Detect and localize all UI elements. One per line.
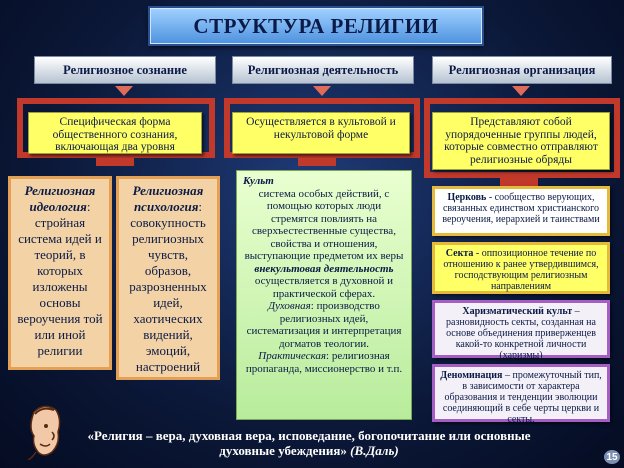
org-church-name: Церковь: [447, 192, 487, 203]
psychology-text: совокупность религиозных чувств, образов, разрозненных идей, хаотических видений, эмоций, настроений верующих: [129, 215, 207, 390]
connector-bar: [500, 178, 538, 186]
connector-bar: [298, 158, 336, 166]
org-church-text: - сообщество верующих, связанных единством христианского вероучения, иерархией и таинствами: [442, 192, 600, 225]
description-activity: Осуществляется в культовой и некультовой форме: [232, 112, 410, 154]
arrow-down-icon: [313, 86, 331, 96]
org-denomination-text: – промежуточный тип, в зависимости от характера образования и тенденции эволюции соединяющий в себе черты церкви и секты.: [442, 370, 602, 425]
org-charismatic-text: – разновидность секты, созданная на основе объединения приверженцев какой-то конкретной личности (харизмы): [446, 306, 596, 361]
category-religious-consciousness: Религиозное сознание: [34, 56, 216, 84]
thinker-face-icon: [26, 402, 64, 460]
arrow-down-icon: [115, 86, 133, 96]
org-church: [432, 186, 610, 236]
connector-bar: [96, 158, 134, 166]
cult-text: система особых действий, с помощью которых люди стремятся повлиять на сверхъестественные существа, свойства и отношения, выступающие предметом их веры: [244, 187, 404, 262]
category-religious-activity: Религиозная деятельность: [232, 56, 414, 84]
page-number: 15: [604, 450, 620, 464]
quote-text: «Религия – вера, духовная вера, исповедание, богопочитание или основные духовные убеждения»: [87, 428, 531, 458]
org-charismatic-cult: [432, 300, 610, 361]
ideology-text: стройная система идей и теорий, в которых изложены основы вероучения той или иной религии: [17, 215, 103, 358]
org-denomination: [432, 364, 610, 425]
ideology-heading: Религиозная идеология: [24, 183, 96, 214]
cult-heading: Культ: [243, 175, 274, 187]
org-sect: [432, 242, 610, 294]
spiritual-heading: Духовная: [268, 300, 311, 312]
slide-title: СТРУКТУРА РЕЛИГИИ: [150, 8, 482, 44]
noncult-heading: внекультовая деятельность: [254, 262, 394, 275]
org-charismatic-name: Харизматический культ: [462, 306, 573, 317]
org-sect-name: Секта: [445, 248, 474, 259]
noncult-text: осуществляется в духовной и практической сферах.: [254, 275, 394, 300]
org-denomination-name: Деноминация: [440, 370, 503, 381]
psychology-box: [116, 176, 220, 390]
org-sect-text: - оппозиционное течение по отношению к ранее утвердившимся, господствующим религиозным направлениям: [443, 248, 599, 292]
description-organization: Представляют собой упорядоченные группы людей, которые совместно отправляют религиозные обряды: [432, 112, 610, 170]
practical-text: : религиозная пропаганда, миссионерство и т.п.: [245, 350, 403, 375]
psychology-heading: Религиозная психология: [132, 183, 204, 214]
description-consciousness: Специфическая форма общественного сознания, включающая два уровня: [28, 112, 202, 154]
ideology-colon: :: [86, 199, 91, 214]
practical-heading: Практическая: [258, 350, 327, 362]
psychology-colon: :: [198, 199, 203, 214]
dahl-quote: [64, 428, 554, 458]
arrow-down-icon: [512, 86, 530, 96]
category-religious-organization: Религиозная организация: [432, 56, 612, 84]
ideology-box: [8, 176, 112, 370]
spiritual-text: : производство религиозных идей, систематизация и интерпретация догматов теологии.: [246, 300, 402, 350]
quote-author: (В.Даль): [350, 443, 399, 458]
activity-box: [236, 170, 412, 420]
